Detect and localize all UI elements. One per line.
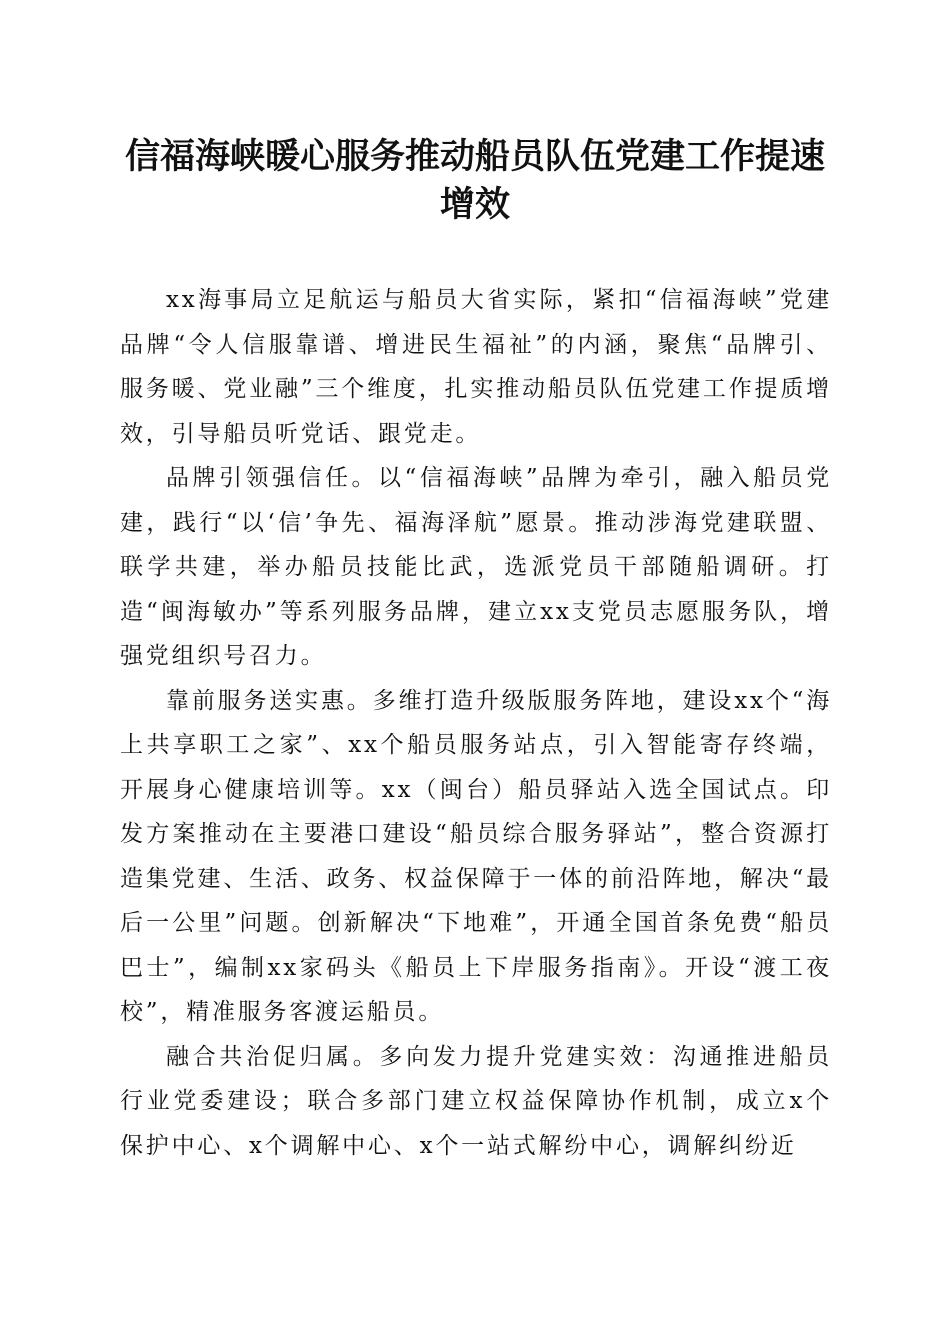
- title-line-2: 增效: [439, 185, 510, 225]
- document-body: [120, 278, 832, 1168]
- document-title: [100, 133, 850, 229]
- paragraph-brand: 品牌引领强信任。以“信福海峡”品牌为牵引，融入船员党建，践行“以‘信’争先、福海泽航”愿景。推动涉海党建联盟、联学共建，举办船员技能比武，选派党员干部随船调研。打造“闽海敏办”等系列服务品牌，建立xx支党员志愿服务队，增强党组织号召力。: [120, 465, 832, 669]
- paragraph-service: 靠前服务送实惠。多维打造升级版服务阵地，建设xx个“海上共享职工之家”、xx个船员服务站点，引入智能寄存终端，开展身心健康培训等。xx（闽台）船员驿站入选全国试点。印发方案推动在主要港口建设“船员综合服务驿站”，整合资源打造集党建、生活、政务、权益保障于一体的前沿阵地，解决“最后一公里”问题。创新解决“下地难”，开通全国首条免费“船员巴士”，编制xx家码头《船员上下岸服务指南》。开设“渡工夜校”，精准服务客渡运船员。: [120, 687, 832, 1025]
- paragraph-intro: xx海事局立足航运与船员大省实际，紧扣“信福海峡”党建品牌“令人信服靠谱、增进民生福祉”的内涵，聚焦“品牌引、服务暖、党业融”三个维度，扎实推动船员队伍党建工作提质增效，引导船员听党话、跟党走。: [120, 287, 832, 447]
- paragraph-integration: 融合共治促归属。多向发力提升党建实效：沟通推进船员行业党委建设；联合多部门建立权益保障协作机制，成立x个保护中心、x个调解中心、x个一站式解纷中心，调解纠纷近: [120, 1043, 832, 1159]
- title-line-1: 信福海峡暖心服务推动船员队伍党建工作提速: [124, 137, 825, 177]
